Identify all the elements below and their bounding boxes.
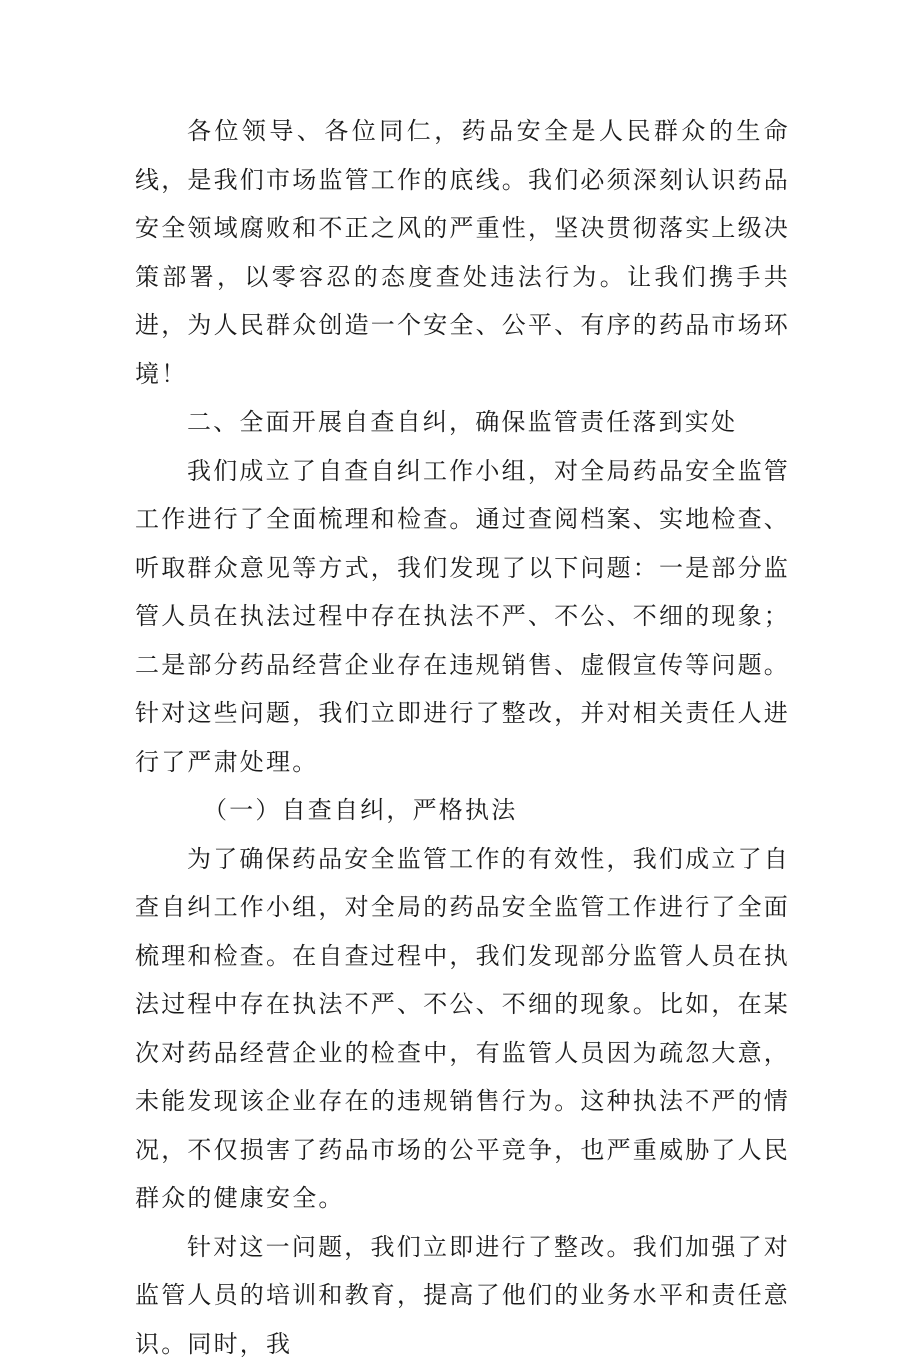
paragraph-self-inspection-findings: 我们成立了自查自纠工作小组，对全局药品安全监管工作进行了全面梳理和检查。通过查阅档案、实地检查、听取群众意见等方式，我们发现了以下问题：一是部分监管人员在执法过程中存在执法不严、不公、不细的现象；二是部分药品经营企业存在违规销售、虚假宣传等问题。针对这些问题，我们立即进行了整改，并对相关责任人进行了严肃处理。: [135, 447, 790, 787]
paragraph-enforcement-issues: 为了确保药品安全监管工作的有效性，我们成立了自查自纠工作小组，对全局的药品安全监管工作进行了全面梳理和检查。在自查过程中，我们发现部分监管人员在执法过程中存在执法不严、不公、不细的现象。比如，在某次对药品经营企业的检查中，有监管人员因为疏忽大意，未能发现该企业存在的违规销售行为。这种执法不严的情况，不仅损害了药品市场的公平竞争，也严重威胁了人民群众的健康安全。: [135, 835, 790, 1223]
section-heading-self-inspection: 二、全面开展自查自纠，确保监管责任落到实处: [135, 398, 790, 447]
document-body: [135, 107, 790, 1368]
paragraph-closing-remarks: 各位领导、各位同仁，药品安全是人民群众的生命线，是我们市场监管工作的底线。我们必须深刻认识药品安全领域腐败和不正之风的严重性，坚决贯彻落实上级决策部署，以零容忍的态度查处违法行为。让我们携手共进，为人民群众创造一个安全、公平、有序的药品市场环境！: [135, 107, 790, 398]
paragraph-rectification: 针对这一问题，我们立即进行了整改。我们加强了对监管人员的培训和教育，提高了他们的业务水平和责任意识。同时，我: [135, 1223, 790, 1368]
subsection-heading-strict-enforcement: （一）自查自纠，严格执法: [135, 786, 790, 835]
